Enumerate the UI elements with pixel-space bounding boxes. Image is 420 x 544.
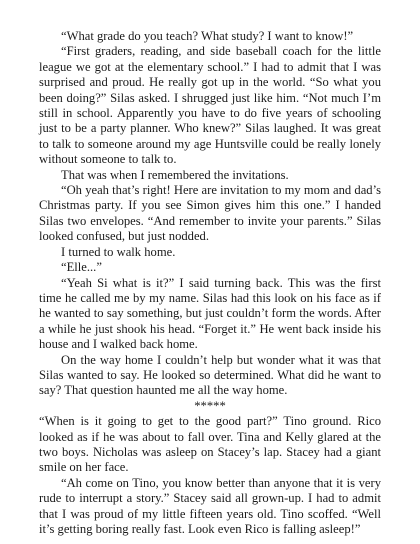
page-body-text	[39, 29, 381, 537]
paragraph: On the way home I couldn’t help but wonder what it was that Silas wanted to say. He looked so determined. What did he want to say? That question haunted me all the way home.	[39, 352, 381, 398]
scene-break: *****	[194, 398, 226, 413]
paragraph: “Yeah Si what is it?” I said turning back. This was the first time he called me by my name. Silas had this look on his face as if he wanted to say something, but just couldn’t form the words. After a while he just shook his head. “Forget it.” He went back inside his house and I walked back home.	[39, 275, 381, 352]
paragraph: “Oh yeah that’s right! Here are invitation to my mom and dad’s Christmas party. If you see Simon gives him this one.” I handed Silas two envelopes. “And remember to invite your parents.” Silas looked confused, but just nodded.	[39, 183, 381, 244]
paragraph: “When is it going to get to the good part?” Tino ground. Rico looked as if he was about to fall over. Tina and Kelly glared at the two boys. Nicholas was asleep on Stacey’s lap. Stacey had a giant smile on her face.	[39, 414, 381, 475]
paragraph: I turned to walk home.	[61, 244, 176, 259]
paragraph: “Elle...”	[61, 260, 102, 275]
paragraph: “What grade do you teach? What study? I want to know!”	[61, 29, 354, 43]
paragraph: That was when I remembered the invitations.	[61, 167, 289, 182]
paragraph: “First graders, reading, and side baseball coach for the little league we got at the elementary school.” I had to admit that I was surprised and proud. He really got up in the world. “So what you been doing?” Silas asked. I shrugged just like him. “Not much I’m still in school. Apparently you have to do five years of schooling just to be a party planner. Who knew?” Silas laughed. It was great to talk to someone around my age Huntsville could be really lonely without someone to talk to.	[39, 44, 381, 167]
paragraph: “Ah come on Tino, you know better than anyone that it is very rude to interrupt a story.” Stacey said all grown-up. I had to admit that I was proud of my little fifteen years old. Tino scoffed. “Well it’s getting boring really fast. Look even Rico is falling asleep!”	[39, 475, 381, 536]
